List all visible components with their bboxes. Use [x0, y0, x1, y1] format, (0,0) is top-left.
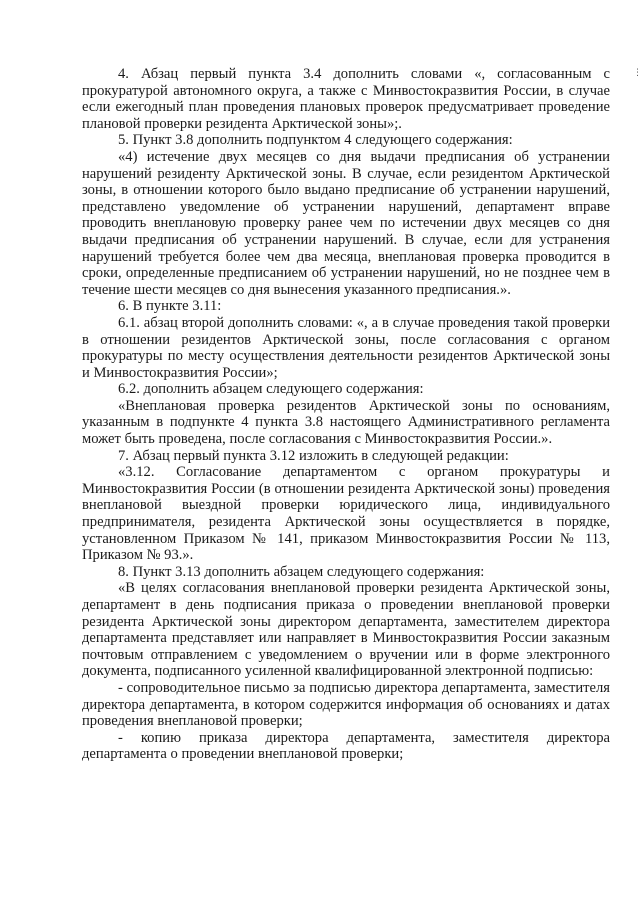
paragraph-unscheduled-inspection: «Внеплановая проверка резидентов Арктической зоны по основаниям, указанным в подпункте 4 пункта 3.8 настоящего Административного регламента может быть проведена, после согласования с Минвостокразвития России.». [82, 397, 610, 448]
list-item-order-copy: - копию приказа директора департамента, заместителя директора департамента о проведении внеплановой проверки; [82, 729, 610, 763]
document-page [82, 66, 610, 763]
paragraph-item-5: 5. Пункт 3.8 дополнить подпунктом 4 следующего содержания: [118, 132, 513, 149]
paragraph-item-6-2: 6.2. дополнить абзацем следующего содержания: [118, 381, 424, 398]
paragraph-item-8: 8. Пункт 3.13 дополнить абзацем следующего содержания: [118, 563, 485, 580]
paragraph-coordination-text: «В целях согласования внеплановой проверки резидента Арктической зоны, департамент в день подписания приказа о проведении внеплановой проверки резидента Арктической зоны директором департамента, заместителем директора департамента представляет или направляет в Минвостокразвития России заказным почтовым отправлением с уведомлением о вручении или в форме электронного документа, подписанного усиленной квалифицированной электронной подписью: [82, 580, 610, 680]
list-item-cover-letter: - сопроводительное письмо за подписью директора департамента, заместителя директора департамента, в котором содержится информация об основаниях и датах проведения внеплановой проверки; [82, 679, 610, 730]
page-edge-mark: ⋮ [633, 68, 642, 78]
paragraph-item-4: 4. Абзац первый пункта 3.4 дополнить словами «, согласованным с прокуратурой автономного округа, а также с Минвостокразвития России, в случае если ежегодный план проведения плановых проверок предусматривает проведение плановой проверки резидента Арктической зоны»;. [82, 66, 610, 132]
paragraph-item-3-12-text: «3.12. Согласование департаментом с органом прокуратуры и Минвостокразвития России (в отношении резидента Арктической зоны) проведения внеплановой выездной проверки юридического лица, индивидуального предпринимателя, резидента Арктической зоны осуществляется в порядке, установленном Приказом № 141, приказом Минвостокразвития России № 113, Приказом № 93.». [82, 464, 610, 564]
paragraph-item-6-1: 6.1. абзац второй дополнить словами: «, а в случае проведения такой проверки в отношении резидентов Арктической зоны, после согласования с органом прокуратуры по месту осуществления деятельности резидентов Арктической зоны и Минвостокразвития России»; [82, 314, 610, 381]
paragraph-item-7: 7. Абзац первый пункта 3.12 изложить в следующей редакции: [118, 447, 509, 464]
paragraph-subitem-4-text: «4) истечение двух месяцев со дня выдачи предписания об устранении нарушений резиденту Арктической зоны. В случае, если резидентом Арктической зоны, в отношении которого было выдано предписание об устранении нарушений, представлено уведомление об устранении нарушений, департамент вправе проводить внеплановую проверку ранее чем по истечении двух месяцев со дня выдачи предписания об устранении нарушений. В случае, если для устранения нарушений требуется более чем два месяца, внеплановая проверка проводится в сроки, определенные предписанием об устранении нарушений, но не позднее чем в течение шести месяцев со дня вынесения указанного предписания.». [82, 148, 610, 298]
paragraph-item-6: 6. В пункте 3.11: [118, 298, 222, 315]
